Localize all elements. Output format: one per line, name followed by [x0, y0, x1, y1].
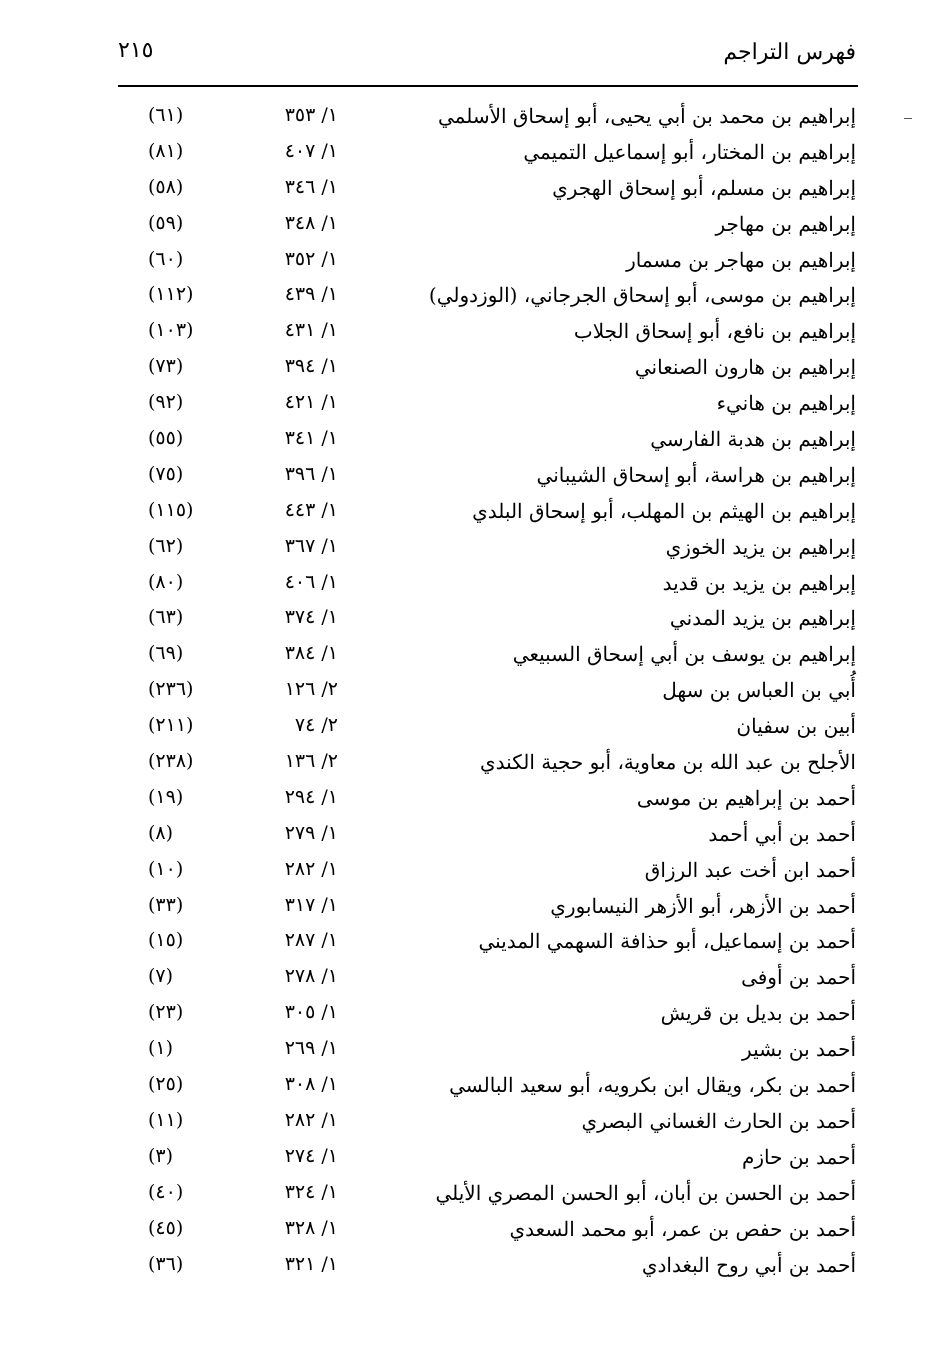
index-entry — [118, 1213, 858, 1249]
entry-name: أحمد بن أوفى — [741, 965, 856, 990]
index-entry — [118, 136, 858, 172]
entry-name: أحمد بن إسماعيل، أبو حذافة السهمي المديني — [478, 929, 856, 954]
entry-number: (٥٩) — [148, 211, 184, 234]
entry-name: أحمد بن بديل بن قريش — [660, 1001, 856, 1026]
entry-volume-page: ١/ ٤٢١ — [284, 391, 338, 414]
index-entry — [118, 172, 858, 208]
entry-name: إبراهيم بن يوسف بن أبي إسحاق السبيعي — [512, 642, 856, 667]
entry-number: (٢٣٦) — [148, 678, 194, 701]
entry-name: أحمد بن أبي روح البغدادي — [641, 1252, 856, 1277]
entry-volume-page: ١/ ٤٠٧ — [284, 139, 338, 162]
entry-volume-page: ١/ ٢٨٢ — [284, 1108, 338, 1131]
entry-volume-page: ٢/ ١٢٦ — [284, 678, 338, 701]
entry-volume-page: ١/ ٣٠٥ — [284, 1001, 338, 1024]
entry-number: (١١٥) — [148, 498, 194, 521]
entry-volume-page: ١/ ٣٢٤ — [284, 1180, 338, 1203]
index-entry — [118, 638, 858, 674]
index-entry — [118, 818, 858, 854]
index-entry — [118, 674, 858, 710]
index-entry — [118, 244, 858, 280]
index-entry — [118, 1033, 858, 1069]
entry-volume-page: ١/ ٤٣١ — [284, 319, 338, 342]
page-header — [118, 34, 858, 74]
entry-volume-page: ١/ ٢٧٩ — [284, 821, 338, 844]
entry-name: إبراهيم بن مسلم، أبو إسحاق الهجري — [552, 175, 856, 200]
entry-number: (٦٠) — [148, 247, 184, 270]
entry-volume-page: ١/ ٢٧٤ — [284, 1144, 338, 1167]
index-entry — [118, 710, 858, 746]
margin-mark — [904, 118, 912, 119]
entry-number: (٧) — [148, 965, 174, 988]
index-entry — [118, 531, 858, 567]
entry-number: (٢٣٨) — [148, 750, 194, 773]
entry-name: أحمد ابن أخت عبد الرزاق — [644, 857, 856, 882]
entry-number: (١٩) — [148, 785, 184, 808]
entry-number: (٦٩) — [148, 642, 184, 665]
entry-name: إبراهيم بن مهاجر — [715, 211, 856, 236]
entry-name: إبراهيم بن محمد بن أبي يحيى، أبو إسحاق الأسلمي — [437, 104, 856, 128]
entry-number: (٨٠) — [148, 570, 184, 593]
entry-number: (٩٢) — [148, 391, 184, 414]
entry-number: (١١٢) — [148, 283, 194, 306]
index-entry — [118, 746, 858, 782]
index-entry — [118, 208, 858, 244]
entry-number: (٧٥) — [148, 462, 184, 485]
entry-number: (٢٥) — [148, 1073, 184, 1096]
entry-name: أحمد بن أبي أحمد — [708, 821, 856, 846]
entry-volume-page: ١/ ٣٢١ — [284, 1252, 338, 1275]
entry-volume-page: ١/ ٢٧٨ — [284, 965, 338, 988]
entry-name: إبراهيم بن مهاجر بن مسمار — [626, 247, 856, 272]
index-entries — [118, 100, 858, 1284]
entry-volume-page: ١/ ٣٥٢ — [284, 247, 338, 270]
index-entry — [118, 1141, 858, 1177]
entry-number: (٥٨) — [148, 175, 184, 198]
entry-volume-page: ١/ ٣٨٤ — [284, 642, 338, 665]
entry-name: أحمد بن الحسن بن أبان، أبو الحسن المصري الأيلي — [435, 1180, 856, 1205]
entry-name: إبراهيم بن موسى، أبو إسحاق الجرجاني، (الوزدولي) — [428, 283, 856, 308]
entry-name: أحمد بن الحارث الغساني البصري — [581, 1108, 856, 1133]
index-entry — [118, 315, 858, 351]
page-title: فهرس التراجم — [723, 40, 856, 65]
index-entry — [118, 279, 858, 315]
index-entry — [118, 1249, 858, 1285]
entry-number: (١٠٣) — [148, 319, 194, 342]
entry-number: (٢٣) — [148, 1001, 184, 1024]
entry-volume-page: ١/ ٣٠٨ — [284, 1073, 338, 1096]
index-entry — [118, 782, 858, 818]
entry-name: أبين بن سفيان — [736, 714, 856, 739]
entry-number: (٣٣) — [148, 893, 184, 916]
entry-volume-page: ١/ ٣٢٨ — [284, 1216, 338, 1239]
entry-name: أحمد بن الأزهر، أبو الأزهر النيسابوري — [550, 893, 856, 918]
entry-volume-page: ١/ ٣٧٤ — [284, 606, 338, 629]
entry-name: أحمد بن بكر، ويقال ابن بكرويه، أبو سعيد البالسي — [449, 1073, 856, 1098]
entry-number: (٣٦) — [148, 1252, 184, 1275]
entry-number: (٨) — [148, 821, 174, 844]
entry-name: إبراهيم بن يزيد الخوزي — [665, 534, 856, 559]
entry-number: (٤٠) — [148, 1180, 184, 1203]
index-entry — [118, 351, 858, 387]
header-rule — [118, 85, 858, 87]
index-entry — [118, 495, 858, 531]
entry-name: إبراهيم بن نافع، أبو إسحاق الجلاب — [573, 319, 856, 344]
entry-volume-page: ١/ ٢٨٢ — [284, 857, 338, 880]
entry-volume-page: ١/ ٣٩٤ — [284, 355, 338, 378]
index-entry — [118, 1177, 858, 1213]
index-entry — [118, 925, 858, 961]
entry-number: (١٠) — [148, 857, 184, 880]
entry-volume-page: ١/ ٣٩٦ — [284, 462, 338, 485]
entry-name: إبراهيم بن يزيد المدني — [669, 606, 856, 631]
entry-volume-page: ٢/ ١٣٦ — [284, 750, 338, 773]
entry-name: أحمد بن إبراهيم بن موسى — [636, 785, 856, 810]
entry-name: إبراهيم بن هارون الصنعاني — [634, 355, 856, 380]
entry-volume-page: ١/ ٤٣٩ — [284, 283, 338, 306]
entry-volume-page: ١/ ٣١٧ — [284, 893, 338, 916]
entry-name: إبراهيم بن هراسة، أبو إسحاق الشيباني — [536, 462, 856, 487]
page-number: ٢١٥ — [118, 38, 154, 63]
entry-number: (٢١١) — [148, 714, 194, 737]
entry-name: إبراهيم بن هانيء — [716, 391, 856, 416]
entry-number: (١) — [148, 1037, 174, 1060]
entry-name: إبراهيم بن الهيثم بن المهلب، أبو إسحاق البلدي — [472, 498, 856, 523]
index-entry — [118, 423, 858, 459]
index-entry — [118, 459, 858, 495]
index-entry — [118, 387, 858, 423]
entry-volume-page: ١/ ٤٤٣ — [284, 498, 338, 521]
index-entry — [118, 997, 858, 1033]
index-entry — [118, 890, 858, 926]
entry-number: (٦٢) — [148, 534, 184, 557]
entry-number: (٤٥) — [148, 1216, 184, 1239]
entry-name: أحمد بن حفص بن عمر، أبو محمد السعدي — [509, 1216, 856, 1241]
entry-volume-page: ١/ ٣٤١ — [284, 427, 338, 450]
entry-number: (٦١) — [148, 104, 184, 126]
index-entry — [118, 602, 858, 638]
entry-name: إبراهيم بن هدبة الفارسي — [650, 427, 856, 452]
entry-name: إبراهيم بن يزيد بن قديد — [662, 570, 856, 595]
entry-number: (٥٥) — [148, 427, 184, 450]
entry-number: (١١) — [148, 1108, 184, 1131]
entry-number: (٨١) — [148, 139, 184, 162]
entry-volume-page: ١/ ٣٤٨ — [284, 211, 338, 234]
entry-volume-page: ٢/ ٧٤ — [294, 714, 338, 737]
entry-volume-page: ١/ ٣٥٣ — [284, 104, 338, 126]
entry-name: أحمد بن حازم — [742, 1144, 856, 1169]
entry-volume-page: ١/ ٣٤٦ — [284, 175, 338, 198]
index-entry — [118, 854, 858, 890]
entry-number: (٣) — [148, 1144, 174, 1167]
entry-number: (٦٣) — [148, 606, 184, 629]
entry-volume-page: ١/ ٢٩٤ — [284, 785, 338, 808]
entry-volume-page: ١/ ٣٦٧ — [284, 534, 338, 557]
entry-name: أحمد بن بشير — [742, 1037, 856, 1062]
entry-volume-page: ١/ ٤٠٦ — [284, 570, 338, 593]
entry-name: أُبي بن العباس بن سهل — [662, 678, 856, 703]
index-entry — [118, 1105, 858, 1141]
entry-name: إبراهيم بن المختار، أبو إسماعيل التميمي — [523, 139, 856, 164]
entry-number: (٧٣) — [148, 355, 184, 378]
entry-volume-page: ١/ ٢٦٩ — [284, 1037, 338, 1060]
index-entry — [118, 961, 858, 997]
index-entry — [118, 1069, 858, 1105]
entry-name: الأجلح بن عبد الله بن معاوية، أبو حجية الكندي — [480, 750, 856, 775]
entry-number: (١٥) — [148, 929, 184, 952]
index-entry — [118, 100, 858, 136]
entry-volume-page: ١/ ٢٨٧ — [284, 929, 338, 952]
index-entry — [118, 567, 858, 603]
